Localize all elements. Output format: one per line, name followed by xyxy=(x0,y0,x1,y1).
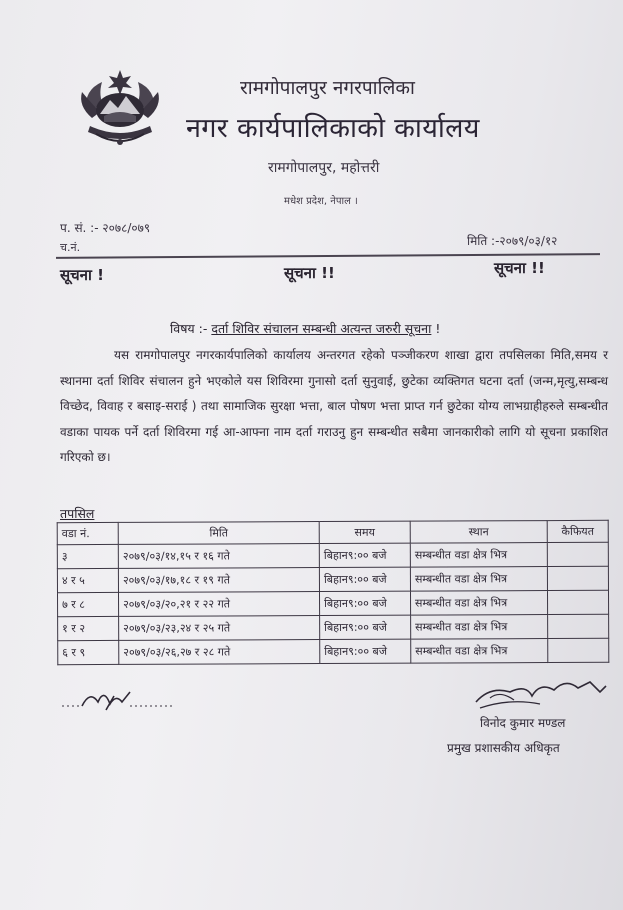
cell-place: सम्बन्धीत वडा क्षेत्र भित्र xyxy=(411,639,548,664)
signatory-name: विनोद कुमार मण्डल xyxy=(480,716,566,730)
cell-remarks xyxy=(548,638,609,662)
cell-date: २०७९/०३/२०,२१ र २२ गते xyxy=(118,592,319,617)
table-row xyxy=(57,590,608,616)
table-header-row xyxy=(57,520,608,544)
schedule-title: तपसिल xyxy=(60,506,95,521)
col-header-ward: वडा नं. xyxy=(57,522,118,544)
table-row xyxy=(57,542,608,568)
cell-date: २०७९/०३/१७,१८ र १९ गते xyxy=(118,568,319,593)
province-line: मधेश प्रदेश, नेपाल । xyxy=(284,196,358,207)
col-header-remarks: कैफियत xyxy=(547,520,608,542)
cell-place: सम्बन्धीत वडा क्षेत्र भित्र xyxy=(410,567,547,592)
cell-time: बिहान९:०० बजे xyxy=(319,543,410,567)
cell-ward: ३ xyxy=(57,544,118,568)
cell-time: बिहान९:०० बजे xyxy=(320,639,411,663)
cell-ward: १ र २ xyxy=(58,616,119,640)
notice-heading-right: सूचना !! xyxy=(494,259,545,277)
cell-time: बिहान९:०० बजे xyxy=(320,615,411,639)
cell-remarks xyxy=(548,614,609,638)
notice-heading-left: सूचना ! xyxy=(60,266,104,284)
subject-text: दर्ता शिविर संचालन सम्बन्धी अत्यन्त जरुरी सूचना xyxy=(211,321,432,336)
officer-signature-icon xyxy=(470,668,610,714)
cell-remarks xyxy=(547,542,608,566)
cell-place: सम्बन्धीत वडा क्षेत्र भित्र xyxy=(410,543,547,568)
reference-number: प. सं. :- २०७८/०७९ xyxy=(60,221,151,235)
cell-ward: ४ र ५ xyxy=(57,568,118,592)
cell-remarks xyxy=(547,566,608,590)
cell-date: २०७९/०३/२६,२७ र २८ गते xyxy=(119,640,320,665)
notice-body: यस रामगोपालपुर नगरकार्यपालिको कार्यालय अन्तरगत रहेको पञ्जीकरण शाखा द्वारा तपसिलका मिति,समय र स्थानमा दर्ता शिविर संचालन हुने भएकोले यस शिविरमा गुनासो दर्ता सुनुवाई, छुटेका व्यक्तिगत घटना दर्ता (जन्म,मृत्यु,सम्बन्ध विच्छेद, विवाह र बसाइ-सराई ) तथा सामाजिक सुरक्षा भत्ता, बाल पोषण भत्ता प्राप्त गर्न छुटेका योग्य लाभग्राहीहरुले सम्बन्धीत वडाका पायक पर्ने दर्ता शिविरमा गई आ-आफ्ना नाम दर्ता गराउनु हुन सम्बन्धीत सबैमा जानकारीको लागि यो सूचना प्रकाशित गरिएको छ। xyxy=(60,348,608,465)
cell-place: सम्बन्धीत वडा क्षेत्र भित्र xyxy=(410,591,547,616)
cell-date: २०७९/०३/१४,१५ र १६ गते xyxy=(118,544,319,569)
nepal-emblem-icon xyxy=(74,66,166,152)
cell-date: २०७९/०३/२३,२४ र २५ गते xyxy=(119,616,320,641)
initial-signature-icon xyxy=(58,684,178,716)
subject-prefix: विषय :- xyxy=(170,321,208,336)
cell-place: सम्बन्धीत वडा क्षेत्र भित्र xyxy=(411,615,548,640)
col-header-place: स्थान xyxy=(410,521,547,544)
office-title: नगर कार्यपालिकाको कार्यालय xyxy=(186,113,480,144)
schedule-table xyxy=(57,520,610,665)
subject-suffix: ! xyxy=(431,321,441,336)
table-row xyxy=(58,614,609,640)
notice-heading-center: सूचना !! xyxy=(284,264,335,282)
municipality-name: रामगोपालपुर नगरपालिका xyxy=(240,77,415,99)
cell-time: बिहान९:०० बजे xyxy=(319,567,410,591)
col-header-date: मिति xyxy=(118,522,319,545)
col-header-time: समय xyxy=(319,521,410,543)
subject-line xyxy=(170,320,440,337)
table-row xyxy=(57,566,608,592)
cell-time: बिहान९:०० बजे xyxy=(319,591,410,615)
issue-date: मिति :-२०७९/०३/१२ xyxy=(467,234,558,248)
dispatch-number: च.नं. xyxy=(60,241,81,254)
cell-ward: ७ र ८ xyxy=(57,592,118,616)
cell-ward: ६ र ९ xyxy=(58,640,119,664)
signatory-title: प्रमुख प्रशासकीय अधिकृत xyxy=(447,741,560,755)
cell-remarks xyxy=(547,590,608,614)
office-address: रामगोपालपुर, महोत्तरी xyxy=(268,160,380,176)
table-row xyxy=(58,638,609,664)
